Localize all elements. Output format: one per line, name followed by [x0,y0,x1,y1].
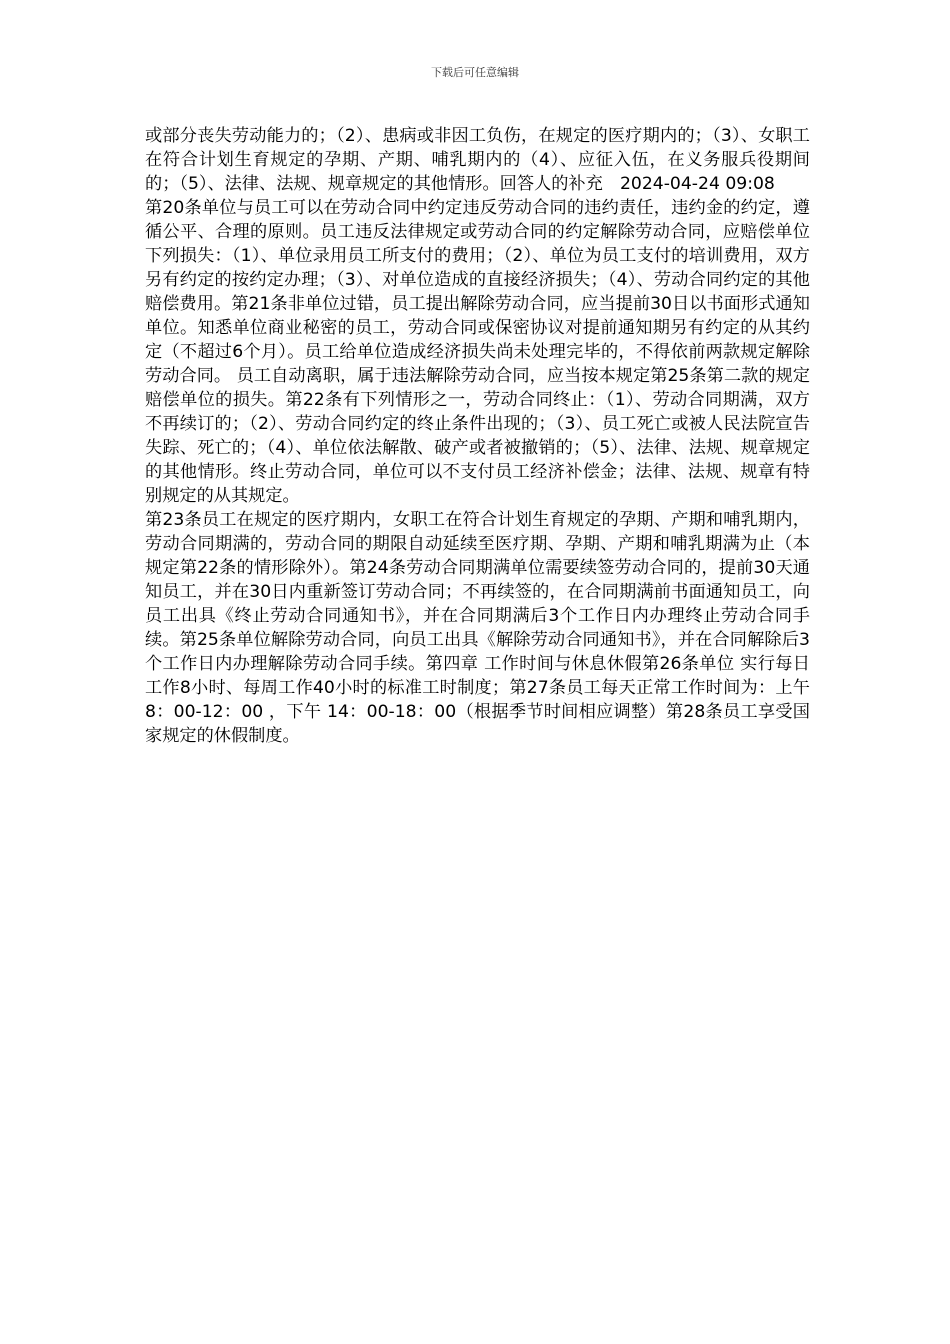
paragraph-2: 第20条单位与员工可以在劳动合同中约定违反劳动合同的违约责任，违约金的约定，遵循公平、合理的原则。员工违反法律规定或劳动合同的约定解除劳动合同，应赔偿单位下列损失：（1）、单位录用员工所支付的费用；（2）、单位为员工支付的培训费用，双方另有约定的按约定办理；（3）、对单位造成的直接经济损失；（4）、劳动合同约定的其他赔偿费用。第21条非单位过错，员工提出解除劳动合同，应当提前30日以书面形式通知单位。知悉单位商业秘密的员工，劳动合同或保密协议对提前通知期另有约定的从其约定（不超过6个月）。员工给单位造成经济损失尚未处理完毕的，不得依前两款规定解除劳动合同。 员工自动离职，属于违法解除劳动合同，应当按本规定第25条第二款的规定赔偿单位的损失。第22条有下列情形之一，劳动合同终止：（1）、劳动合同期满，双方不再续订的；（2）、劳动合同约定的终止条件出现的；（3）、员工死亡或被人民法院宣告失踪、死亡的；（4）、单位依法解散、破产或者被撤销的；（5）、法律、法规、规章规定的其他情形。终止劳动合同，单位可以不支付员工经济补偿金；法律、法规、规章有特别规定的从其规定。 [145,198,810,506]
document-body [145,124,810,748]
paragraph-3: 第23条员工在规定的医疗期内，女职工在符合计划生育规定的孕期、产期和哺乳期内，劳动合同期满的，劳动合同的期限自动延续至医疗期、孕期、产期和哺乳期满为止（本规定第22条的情形除外）。第24条劳动合同期满单位需要续签劳动合同的，提前30天通知员工，并在30日内重新签订劳动合同；不再续签的，在合同期满前书面通知员工，向员工出具《终止劳动合同通知书》，并在合同期满后3个工作日内办理终止劳动合同手续。第25条单位解除劳动合同，向员工出具《解除劳动合同通知书》，并在合同解除后3个工作日内办理解除劳动合同手续。第四章 工作时间与休息休假第26条单位 实行每日工作8小时、每周工作40小时的标准工时制度；第27条员工每天正常工作时间为：上午8：00-12：00 ，下午 14：00-18：00（根据季节时间相应调整）第28条员工享受国家规定的休假制度。 [145,510,810,746]
paragraph-1: 或部分丧失劳动能力的；（2）、患病或非因工负伤，在规定的医疗期内的；（3）、女职工在符合计划生育规定的孕期、产期、哺乳期内的（4）、应征入伍，在义务服兵役期间的；（5）、法律、法规、规章规定的其他情形。回答人的补充 2024-04-24 09:08 [145,126,810,194]
page-header: 下载后可任意编辑 [431,66,519,79]
